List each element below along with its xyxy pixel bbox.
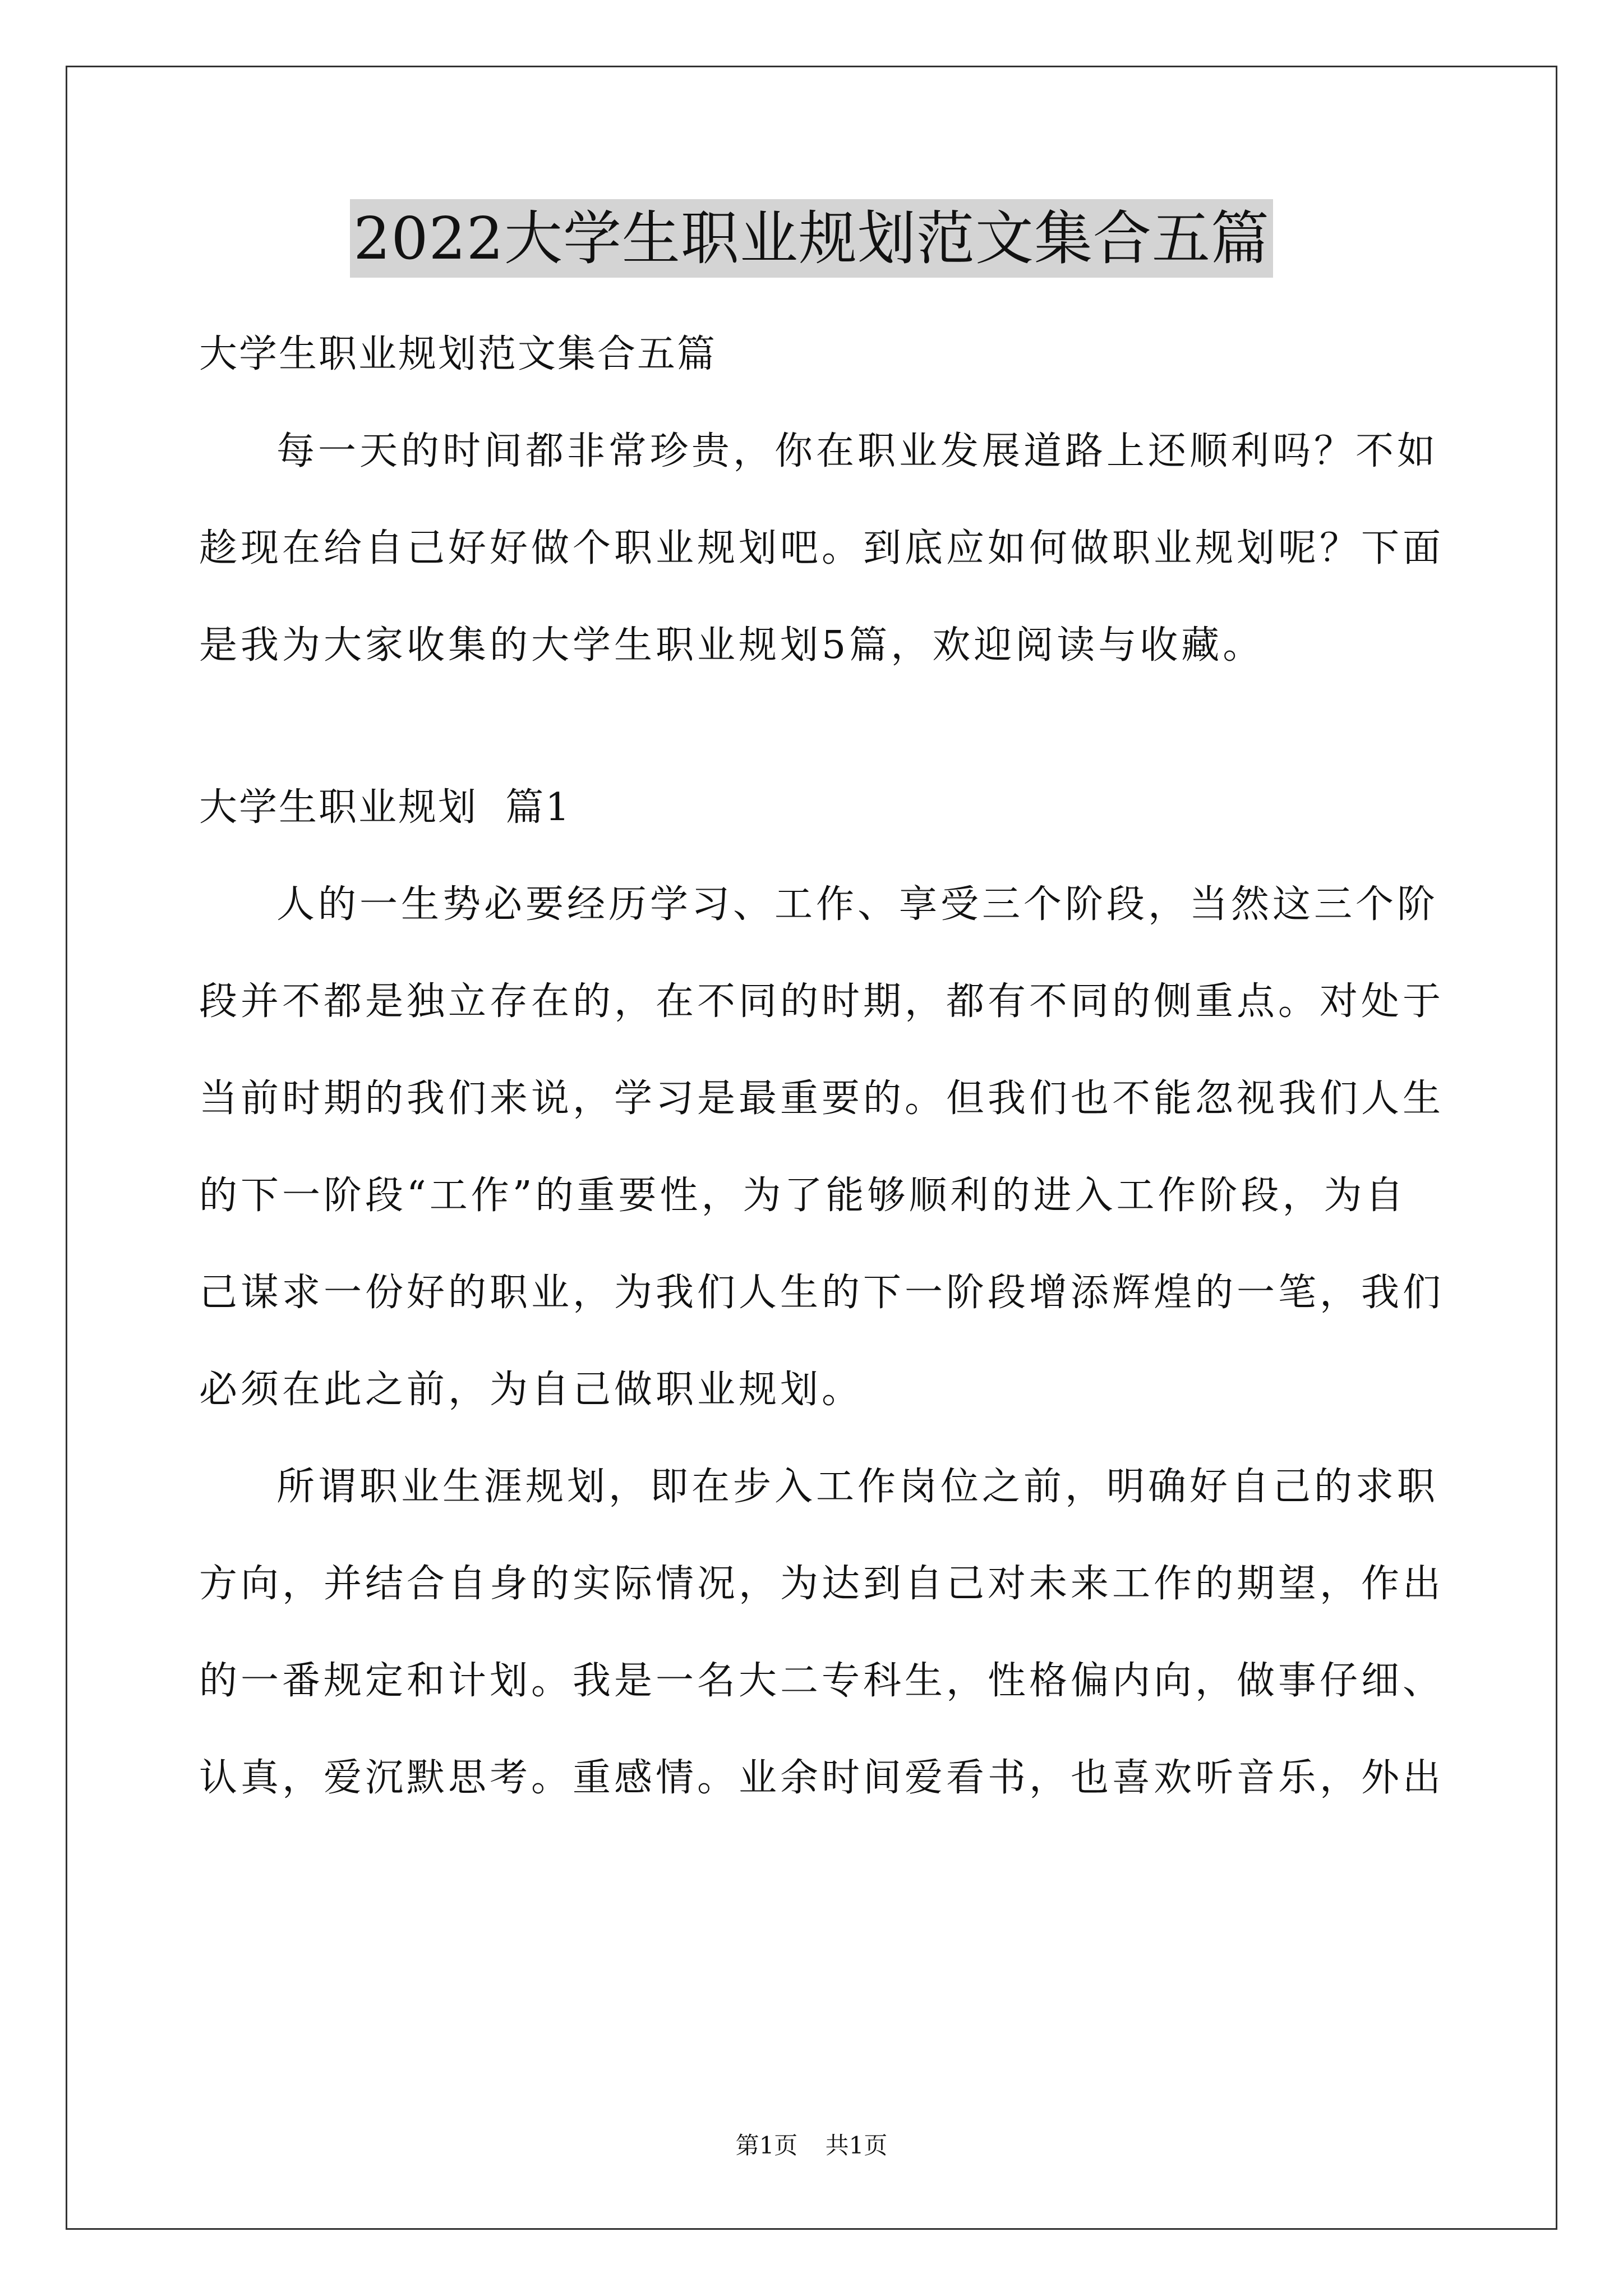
intro-paragraph [199,403,1445,694]
page-footer [0,2129,1623,2162]
paragraph-line: 趁现在给自己好好做个职业规划吧。到底应如何做职业规划呢？下面 [199,526,1445,570]
paragraph-line: 己谋求一份好的职业，为我们人生的下一阶段增添辉煌的一笔，我们 [199,1271,1445,1315]
paragraph-2 [199,1438,1445,1826]
paragraph-line: 必须在此之前，为自己做职业规划。 [199,1368,864,1412]
page-number: 第1页 [735,2132,798,2159]
paragraph-line: 人的一生势必要经历学习、工作、享受三个阶段，当然这三个阶 [276,882,1439,927]
document-subtitle: 大学生职业规划范文集合五篇 [199,332,717,376]
paragraph-line: 方向，并结合自身的实际情况，为达到自己对未来工作的期望，作出 [199,1562,1445,1606]
title-block [0,199,1623,278]
document-body [199,306,1445,1826]
paragraph-line: 的下一阶段“工作”的重要性，为了能够顺利的进入工作阶段，为自 [199,1174,1407,1218]
paragraph-line: 当前时期的我们来说，学习是最重要的。但我们也不能忽视我们人生 [199,1076,1445,1121]
paragraph-line: 的一番规定和计划。我是一名大二专科生，性格偏内向，做事仔细、 [199,1659,1445,1703]
paragraph-1 [199,856,1445,1438]
paragraph-line: 每一天的时间都非常珍贵，你在职业发展道路上还顺利吗？不如 [276,429,1439,473]
section-spacer [199,694,1427,759]
section-heading: 大学生职业规划 篇1 [199,785,571,830]
paragraph-line: 是我为大家收集的大学生职业规划5篇，欢迎阅读与收藏。 [199,623,1265,668]
document-title: 2022大学生职业规划范文集合五篇 [350,199,1273,278]
paragraph-line: 认真，爱沉默思考。重感情。业余时间爱看书，也喜欢听音乐，外出 [199,1756,1445,1800]
paragraph-line: 段并不都是独立存在的，在不同的时期，都有不同的侧重点。对处于 [199,979,1445,1024]
page-total: 共1页 [825,2132,888,2159]
paragraph-line: 所谓职业生涯规划，即在步入工作岗位之前，明确好自己的求职 [276,1465,1439,1509]
